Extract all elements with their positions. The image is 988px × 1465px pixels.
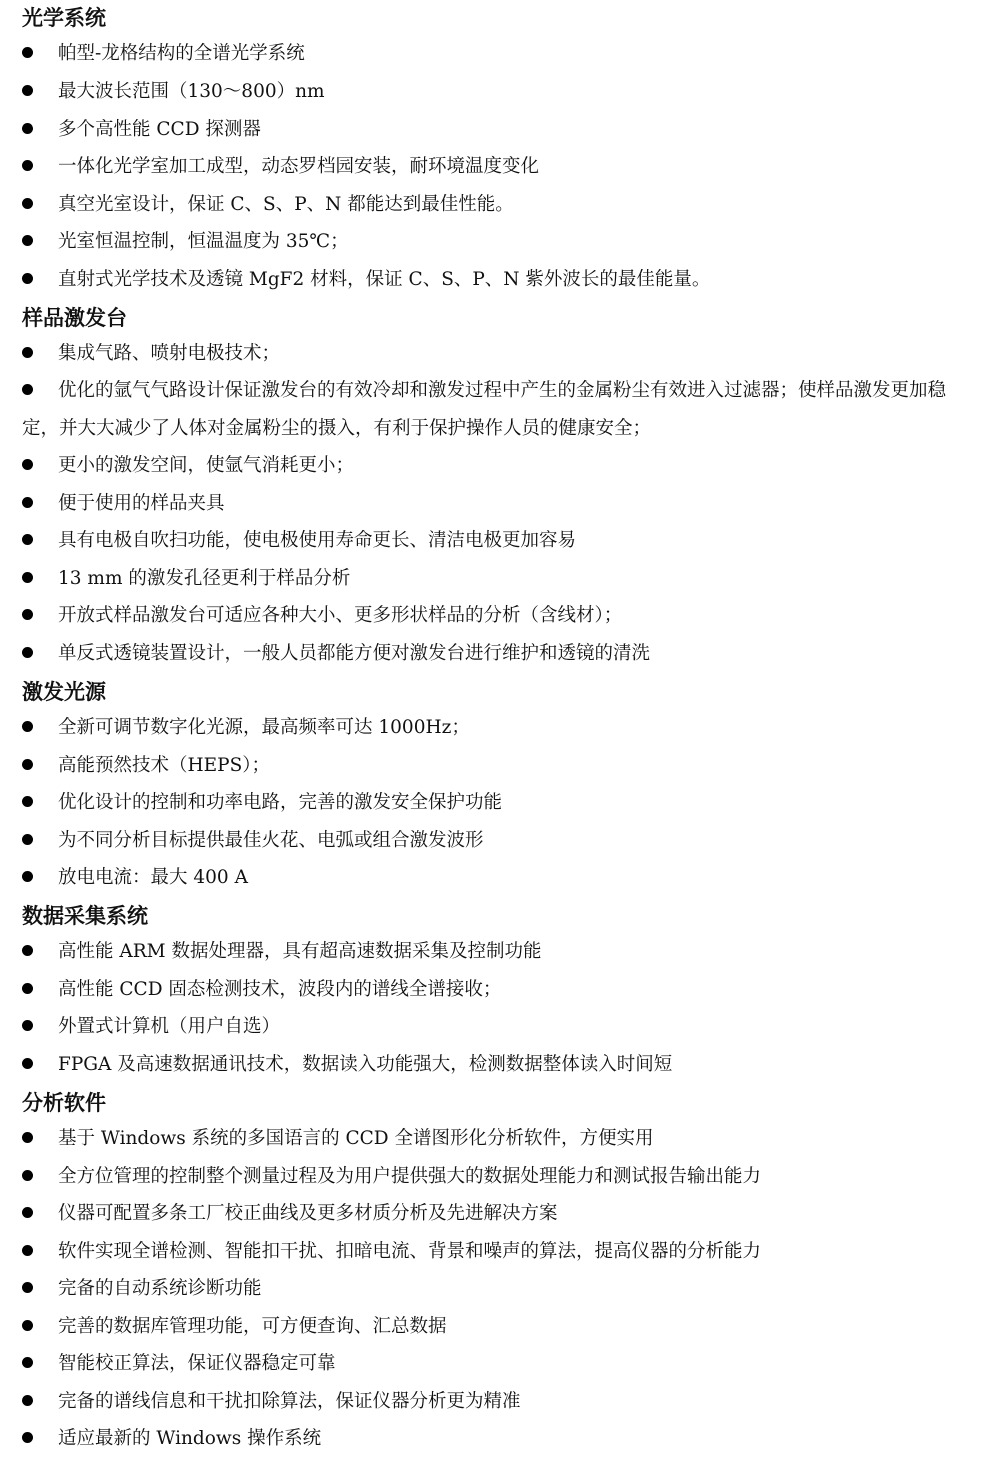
list-item: 完备的自动系统诊断功能 (22, 1270, 962, 1308)
list-item: 一体化光学室加工成型，动态罗档园安装，耐环境温度变化 (22, 148, 962, 186)
list-item: 帕型-龙格结构的全谱光学系统 (22, 35, 962, 73)
list-item: 适应最新的 Windows 操作系统 (22, 1420, 962, 1458)
list-item: 直射式光学技术及透镜 MgF2 材料，保证 C、S、P、N 紫外波长的最佳能量。 (22, 261, 962, 299)
bullet-icon (22, 1170, 33, 1181)
list-item: 完备的谱线信息和干扰扣除算法，保证仪器分析更为精准 (22, 1383, 962, 1421)
bullet-icon (22, 834, 33, 845)
bullet-icon (22, 1395, 33, 1406)
bullet-icon (22, 235, 33, 246)
list-item: 软件实现全谱检测、智能扣干扰、扣暗电流、背景和噪声的算法，提高仪器的分析能力 (22, 1233, 962, 1271)
list-item: 集成气路、喷射电极技术； (22, 335, 962, 373)
list-item: 智能校正算法，保证仪器稳定可靠 (22, 1345, 962, 1383)
list-item: 光室恒温控制，恒温温度为 35℃； (22, 223, 962, 261)
list-item: 外置式计算机（用户自选） (22, 1008, 962, 1046)
bullet-icon (22, 384, 33, 395)
list-item: 基于 Windows 系统的多国语言的 CCD 全谱图形化分析软件，方便实用 (22, 1120, 962, 1158)
bullet-icon (22, 609, 33, 620)
bullet-icon (22, 1020, 33, 1031)
bullet-icon (22, 572, 33, 583)
bullet-icon (22, 123, 33, 134)
list-item: 更小的激发空间，使氩气消耗更小； (22, 447, 962, 485)
section-title-excitation-source: 激发光源 (22, 679, 106, 704)
bullet-icon (22, 1282, 33, 1293)
list-item: 放电电流：最大 400 A (22, 859, 962, 897)
list-item: 开放式样品激发台可适应各种大小、更多形状样品的分析（含线材）； (22, 597, 962, 635)
bullet-icon (22, 796, 33, 807)
list-item: 13 mm 的激发孔径更利于样品分析 (22, 560, 962, 598)
list-item: 仪器可配置多条工厂校正曲线及更多材质分析及先进解决方案 (22, 1195, 962, 1233)
list-item: 最大波长范围（130～800）nm (22, 73, 962, 111)
list-item: 高性能 CCD 固态检测技术，波段内的谱线全谱接收； (22, 971, 962, 1009)
bullet-icon (22, 1357, 33, 1368)
bullet-icon (22, 1132, 33, 1143)
bullet-icon (22, 85, 33, 96)
bullet-icon (22, 721, 33, 732)
bullet-icon (22, 1058, 33, 1069)
section-title-optics: 光学系统 (22, 5, 106, 30)
section-title-analysis-software: 分析软件 (22, 1090, 106, 1115)
section-title-sample-stand: 样品激发台 (22, 305, 127, 330)
list-item: 为不同分析目标提供最佳火花、电弧或组合激发波形 (22, 822, 962, 860)
bullet-icon (22, 945, 33, 956)
bullet-icon (22, 534, 33, 545)
list-item: 具有电极自吹扫功能，使电极使用寿命更长、清洁电极更加容易 (22, 522, 962, 560)
bullet-icon (22, 459, 33, 470)
bullet-icon (22, 160, 33, 171)
list-item: FPGA 及高速数据通讯技术，数据读入功能强大，检测数据整体读入时间短 (22, 1046, 962, 1084)
bullet-icon (22, 871, 33, 882)
bullet-icon (22, 647, 33, 658)
bullet-icon (22, 1207, 33, 1218)
bullet-icon (22, 273, 33, 284)
list-item: 完善的数据库管理功能，可方便查询、汇总数据 (22, 1308, 962, 1346)
list-item: 多个高性能 CCD 探测器 (22, 111, 962, 149)
list-item: 全新可调节数字化光源，最高频率可达 1000Hz； (22, 709, 962, 747)
bullet-icon (22, 983, 33, 994)
bullet-icon (22, 497, 33, 508)
list-item: 全方位管理的控制整个测量过程及为用户提供强大的数据处理能力和测试报告输出能力 (22, 1158, 962, 1196)
list-item: 优化的氩气气路设计保证激发台的有效冷却和激发过程中产生的金属粉尘有效进入过滤器；使样品激发更加稳定，并大大减少了人体对金属粉尘的摄入，有利于保护操作人员的健康安全； (22, 380, 947, 439)
section-title-data-acquisition: 数据采集系统 (22, 903, 148, 928)
bullet-icon (22, 1432, 33, 1443)
list-item: 便于使用的样品夹具 (22, 485, 962, 523)
list-item: 单反式透镜装置设计，一般人员都能方便对激发台进行维护和透镜的清洗 (22, 635, 962, 673)
bullet-icon (22, 198, 33, 209)
bullet-icon (22, 759, 33, 770)
bullet-icon (22, 47, 33, 58)
bullet-icon (22, 1320, 33, 1331)
list-item: 优化设计的控制和功率电路，完善的激发安全保护功能 (22, 784, 962, 822)
list-item: 高性能 ARM 数据处理器，具有超高速数据采集及控制功能 (22, 933, 962, 971)
list-item: 高能预然技术（HEPS）； (22, 747, 962, 785)
bullet-icon (22, 1245, 33, 1256)
bullet-icon (22, 347, 33, 358)
list-item: 真空光室设计，保证 C、S、P、N 都能达到最佳性能。 (22, 186, 962, 224)
